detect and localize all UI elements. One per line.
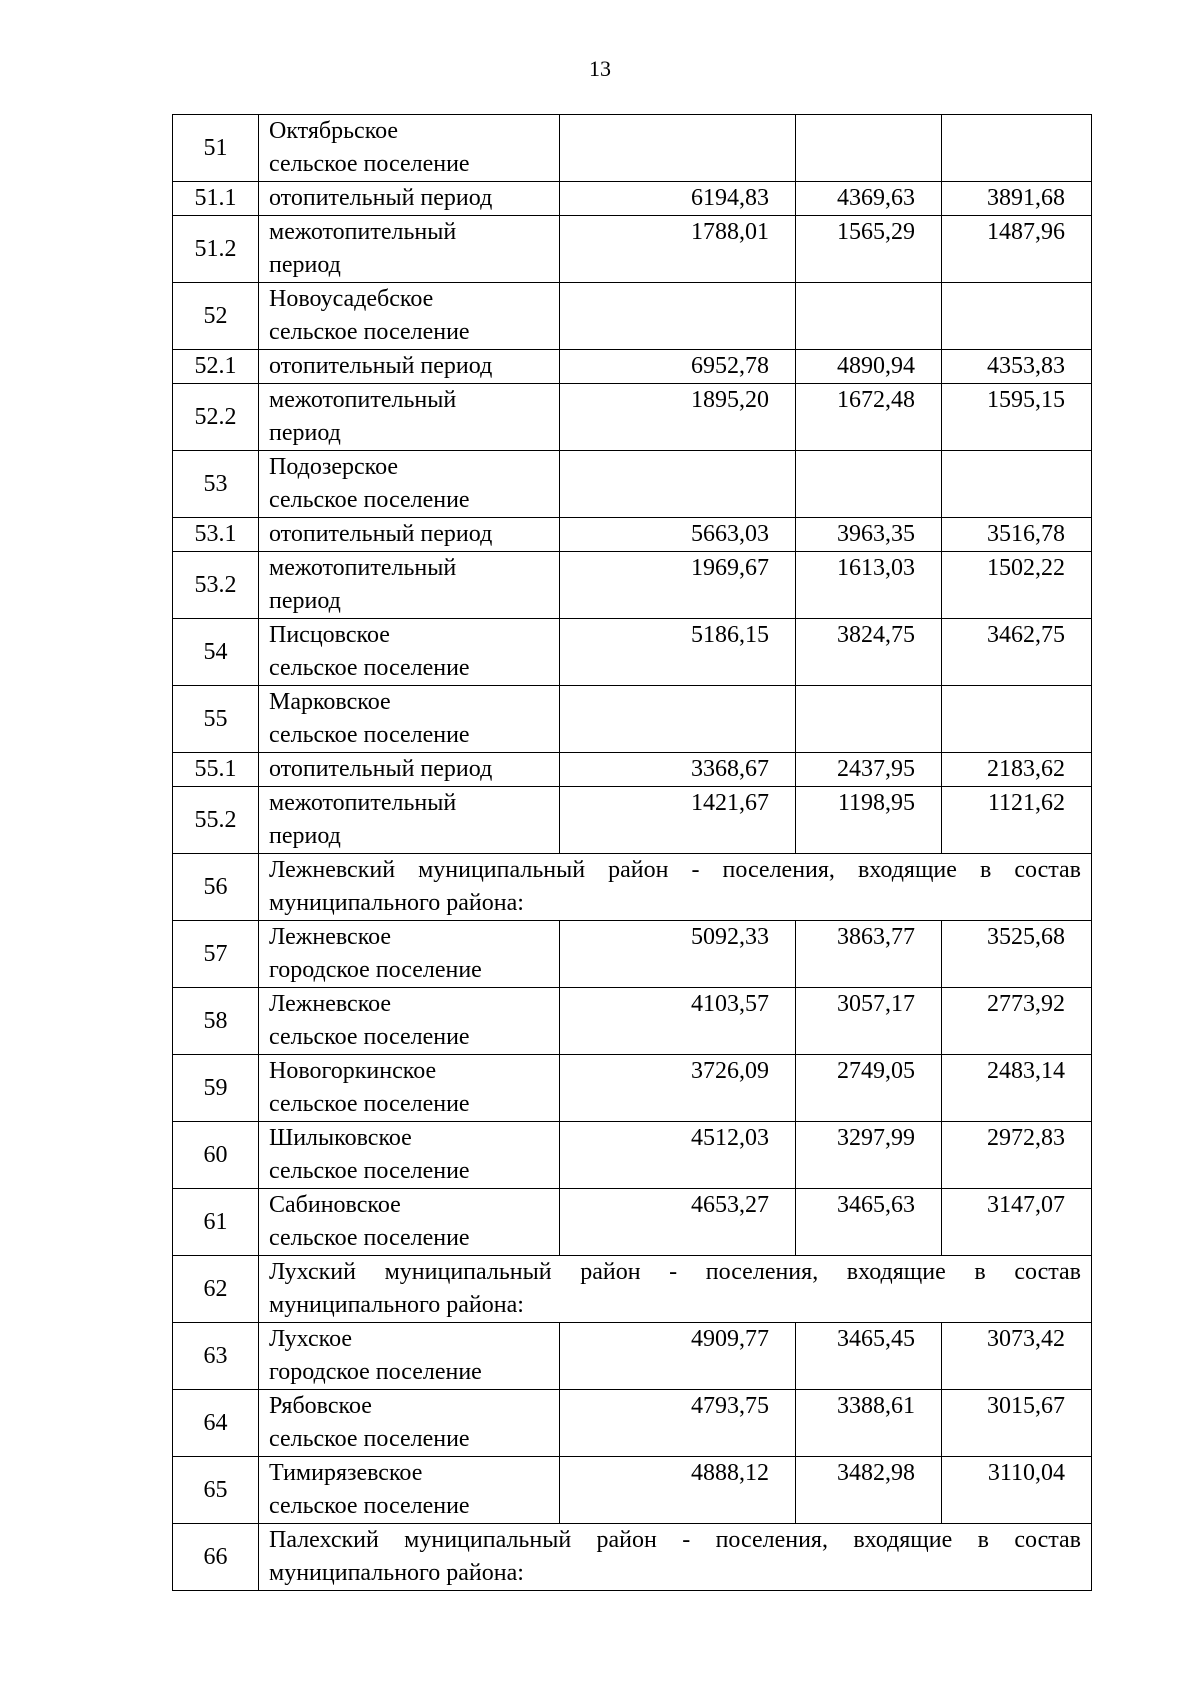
settlement-name-line: сельское поселение — [269, 1158, 470, 1184]
value-cell-1: 4793,75 — [560, 1390, 796, 1457]
settlement-name-line: Октябрьское — [269, 118, 399, 144]
row-number: 66 — [173, 1524, 259, 1591]
settlement-name-line: отопительный период — [269, 353, 493, 379]
settlement-name-line: Сабиновское — [269, 1192, 401, 1218]
value-cell-1: 1788,01 — [560, 216, 796, 283]
value-cell-1: 3726,09 — [560, 1055, 796, 1122]
table-row — [173, 1256, 1092, 1323]
settlement-name-line: сельское поселение — [269, 1225, 470, 1251]
settlement-name-line: период — [269, 252, 341, 278]
value-cell-1: 6952,78 — [560, 350, 796, 384]
settlement-name-line: межотопительный — [269, 555, 457, 581]
table-row — [173, 619, 1092, 686]
value-cell-1: 4888,12 — [560, 1457, 796, 1524]
value-cell-2: 3297,99 — [796, 1122, 942, 1189]
table-row — [173, 350, 1092, 384]
settlement-name-line: отопительный период — [269, 185, 493, 211]
settlement-name-line: отопительный период — [269, 756, 493, 782]
value-cell-1 — [560, 451, 796, 518]
value-cell-3: 1121,62 — [942, 787, 1092, 854]
district-heading: Палехский муниципальный район - поселения, входящие в состав муниципального района: — [259, 1524, 1092, 1591]
value-cell-3 — [942, 283, 1092, 350]
settlement-name — [259, 921, 560, 988]
settlement-name-line: отопительный период — [269, 521, 493, 547]
settlement-name-line: сельское поселение — [269, 722, 470, 748]
value-cell-1: 3368,67 — [560, 753, 796, 787]
value-cell-2: 2749,05 — [796, 1055, 942, 1122]
value-cell-3 — [942, 451, 1092, 518]
value-cell-3: 3015,67 — [942, 1390, 1092, 1457]
settlement-name — [259, 451, 560, 518]
value-cell-1: 5186,15 — [560, 619, 796, 686]
row-number: 55 — [173, 686, 259, 753]
row-number: 55.2 — [173, 787, 259, 854]
table-row — [173, 451, 1092, 518]
settlement-name — [259, 283, 560, 350]
table-row — [173, 1189, 1092, 1256]
settlement-name-line: Подозерское — [269, 454, 399, 480]
settlement-name-line: период — [269, 823, 341, 849]
value-cell-1 — [560, 115, 796, 182]
settlement-name-line: городское поселение — [269, 957, 482, 983]
row-number: 53 — [173, 451, 259, 518]
row-number: 51.2 — [173, 216, 259, 283]
value-cell-2: 2437,95 — [796, 753, 942, 787]
row-number: 52.2 — [173, 384, 259, 451]
settlement-name — [259, 1323, 560, 1390]
value-cell-2: 3388,61 — [796, 1390, 942, 1457]
table-row — [173, 115, 1092, 182]
settlement-name-line: сельское поселение — [269, 1426, 470, 1452]
row-number: 62 — [173, 1256, 259, 1323]
value-cell-1: 1421,67 — [560, 787, 796, 854]
value-cell-2: 4369,63 — [796, 182, 942, 216]
row-number: 60 — [173, 1122, 259, 1189]
settlement-name — [259, 1122, 560, 1189]
value-cell-2: 3465,45 — [796, 1323, 942, 1390]
value-cell-2: 3057,17 — [796, 988, 942, 1055]
value-cell-2: 1565,29 — [796, 216, 942, 283]
table-row — [173, 552, 1092, 619]
settlement-name — [259, 988, 560, 1055]
table-row — [173, 1524, 1092, 1591]
settlement-name-line: городское поселение — [269, 1359, 482, 1385]
settlement-name-line: период — [269, 588, 341, 614]
value-cell-3: 3110,04 — [942, 1457, 1092, 1524]
table-row — [173, 1055, 1092, 1122]
settlement-name — [259, 686, 560, 753]
table-row — [173, 686, 1092, 753]
settlement-name-line: Писцовское — [269, 622, 390, 648]
settlement-name — [259, 619, 560, 686]
settlement-name-line: Рябовское — [269, 1393, 372, 1419]
table-row — [173, 921, 1092, 988]
table-row — [173, 216, 1092, 283]
value-cell-1: 4653,27 — [560, 1189, 796, 1256]
value-cell-2: 1672,48 — [796, 384, 942, 451]
value-cell-2 — [796, 283, 942, 350]
settlement-name-line: сельское поселение — [269, 1493, 470, 1519]
settlement-name-line: сельское поселение — [269, 319, 470, 345]
value-cell-3: 3525,68 — [942, 921, 1092, 988]
row-number: 51.1 — [173, 182, 259, 216]
settlement-name — [259, 787, 560, 854]
value-cell-3: 1502,22 — [942, 552, 1092, 619]
district-heading: Лежневский муниципальный район - поселения, входящие в состав муниципального района: — [259, 854, 1092, 921]
settlement-name — [259, 350, 560, 384]
row-number: 63 — [173, 1323, 259, 1390]
settlement-name-line: Новогоркинское — [269, 1058, 437, 1084]
table-row — [173, 1390, 1092, 1457]
value-cell-2: 3482,98 — [796, 1457, 942, 1524]
value-cell-2: 1613,03 — [796, 552, 942, 619]
value-cell-2 — [796, 115, 942, 182]
value-cell-1 — [560, 283, 796, 350]
settlement-name — [259, 1055, 560, 1122]
row-number: 61 — [173, 1189, 259, 1256]
value-cell-2: 1198,95 — [796, 787, 942, 854]
table-row — [173, 182, 1092, 216]
value-cell-2: 3465,63 — [796, 1189, 942, 1256]
value-cell-3: 1487,96 — [942, 216, 1092, 283]
value-cell-1: 1969,67 — [560, 552, 796, 619]
settlement-name — [259, 1457, 560, 1524]
row-number: 52.1 — [173, 350, 259, 384]
row-number: 53.2 — [173, 552, 259, 619]
settlement-name — [259, 182, 560, 216]
value-cell-2: 3863,77 — [796, 921, 942, 988]
value-cell-2 — [796, 451, 942, 518]
row-number: 65 — [173, 1457, 259, 1524]
settlement-name — [259, 753, 560, 787]
page-number: 13 — [589, 56, 611, 81]
value-cell-3: 2972,83 — [942, 1122, 1092, 1189]
table-row — [173, 854, 1092, 921]
value-cell-1: 4103,57 — [560, 988, 796, 1055]
row-number: 53.1 — [173, 518, 259, 552]
table-row — [173, 384, 1092, 451]
tariff-table — [172, 114, 1092, 1591]
value-cell-3 — [942, 115, 1092, 182]
value-cell-2: 3963,35 — [796, 518, 942, 552]
settlement-name-line: сельское поселение — [269, 1024, 470, 1050]
settlement-name-line: Шилыковское — [269, 1125, 412, 1151]
row-number: 52 — [173, 283, 259, 350]
row-number: 54 — [173, 619, 259, 686]
settlement-name — [259, 518, 560, 552]
settlement-name-line: Марковское — [269, 689, 391, 715]
table-row — [173, 787, 1092, 854]
district-heading: Лухский муниципальный район - поселения, входящие в состав муниципального района: — [259, 1256, 1092, 1323]
settlement-name — [259, 1390, 560, 1457]
value-cell-3 — [942, 686, 1092, 753]
row-number: 57 — [173, 921, 259, 988]
value-cell-3: 3073,42 — [942, 1323, 1092, 1390]
settlement-name-line: межотопительный — [269, 219, 457, 245]
settlement-name-line: сельское поселение — [269, 151, 470, 177]
value-cell-3: 1595,15 — [942, 384, 1092, 451]
settlement-name — [259, 216, 560, 283]
table-row — [173, 518, 1092, 552]
settlement-name-line: межотопительный — [269, 387, 457, 413]
settlement-name-line: Лежневское — [269, 924, 392, 950]
settlement-name-line: период — [269, 420, 341, 446]
table-body — [173, 115, 1092, 1591]
value-cell-2: 3824,75 — [796, 619, 942, 686]
settlement-name-line: Лухское — [269, 1326, 353, 1352]
value-cell-3: 2483,14 — [942, 1055, 1092, 1122]
settlement-name — [259, 1189, 560, 1256]
row-number: 59 — [173, 1055, 259, 1122]
value-cell-3: 3147,07 — [942, 1189, 1092, 1256]
settlement-name-line: Тимирязевское — [269, 1460, 423, 1486]
settlement-name-line: межотопительный — [269, 790, 457, 816]
settlement-name — [259, 115, 560, 182]
table-row — [173, 1122, 1092, 1189]
settlement-name — [259, 552, 560, 619]
row-number: 55.1 — [173, 753, 259, 787]
settlement-name-line: Лежневское — [269, 991, 392, 1017]
value-cell-3: 4353,83 — [942, 350, 1092, 384]
settlement-name-line: сельское поселение — [269, 487, 470, 513]
settlement-name-line: сельское поселение — [269, 655, 470, 681]
settlement-name — [259, 384, 560, 451]
table-row — [173, 283, 1092, 350]
row-number: 64 — [173, 1390, 259, 1457]
value-cell-2: 4890,94 — [796, 350, 942, 384]
settlement-name-line: Новоусадебское — [269, 286, 434, 312]
value-cell-1 — [560, 686, 796, 753]
row-number: 51 — [173, 115, 259, 182]
value-cell-3: 3462,75 — [942, 619, 1092, 686]
table-row — [173, 1323, 1092, 1390]
row-number: 56 — [173, 854, 259, 921]
table-row — [173, 753, 1092, 787]
value-cell-3: 2773,92 — [942, 988, 1092, 1055]
value-cell-1: 6194,83 — [560, 182, 796, 216]
value-cell-3: 2183,62 — [942, 753, 1092, 787]
value-cell-1: 1895,20 — [560, 384, 796, 451]
value-cell-1: 4512,03 — [560, 1122, 796, 1189]
table-row — [173, 1457, 1092, 1524]
value-cell-3: 3516,78 — [942, 518, 1092, 552]
table-row — [173, 988, 1092, 1055]
settlement-name-line: сельское поселение — [269, 1091, 470, 1117]
value-cell-2 — [796, 686, 942, 753]
value-cell-1: 5092,33 — [560, 921, 796, 988]
row-number: 58 — [173, 988, 259, 1055]
value-cell-3: 3891,68 — [942, 182, 1092, 216]
value-cell-1: 5663,03 — [560, 518, 796, 552]
value-cell-1: 4909,77 — [560, 1323, 796, 1390]
